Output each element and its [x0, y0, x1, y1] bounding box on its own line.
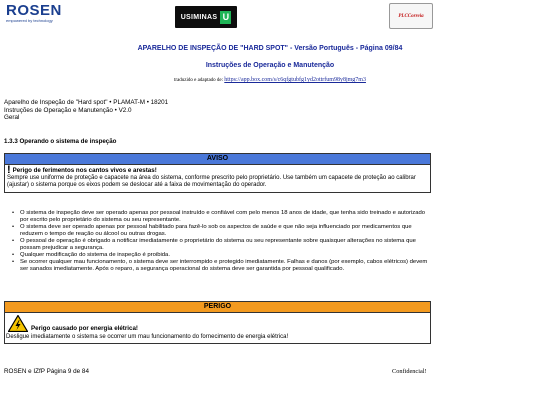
warning-box-header: AVISO — [5, 154, 430, 165]
warning-box — [4, 153, 431, 193]
list-item: • Se ocorrer qualquer mau funcionamento, o sistema deve ser interrompido e protegido imediatamente. Falhas e danos (por exemplo, cabos elétricos) devem ser sanados imediatamente. Após o reparo, a segurança operacional do sistema deve ser garantida por pessoal qualificado. — [12, 259, 432, 273]
warning-text: Sempre use uniforme de proteção e capacete na área do sistema, conforme prescrito pelo proprietário. Use também um capacete de proteção ao calibrar (ajustar) o sistema porque os eixos podem se deslocar até a faixa de movimentação do operador. — [7, 175, 416, 189]
footer-page-info: ROSEN e IZfP Página 9 de 84 — [4, 368, 89, 375]
usiminas-logo — [175, 6, 237, 28]
list-item: • O pessoal de operação é obrigado a notificar imediatamente o proprietário do sistema ou seu representante sobre quaisquer alterações no sistema que possam prejudicar a segurança. — [12, 238, 432, 252]
document-meta — [4, 99, 168, 122]
translation-link[interactable]: https://app.box.com/s/c6qfgtubfg1yd2ottrfum98y8jmg7m3 — [224, 77, 366, 83]
safety-bullet-list — [12, 210, 432, 273]
plc-logo-text: PLCCorreia — [398, 13, 424, 19]
rosen-logo-text: ROSEN — [6, 2, 62, 19]
warning-subtitle: Perigo de ferimentos nos cantos vivos e arestas! — [12, 167, 157, 174]
document-title: APARELHO DE INSPEÇÃO DE "HARD SPOT" - Versão Português - Página 09/84 — [137, 45, 403, 52]
document-subtitle: Instruções de Operação e Manutenção — [205, 62, 335, 69]
footer-confidential: Confidencial! — [392, 368, 427, 375]
danger-box-header: PERIGO — [5, 302, 430, 313]
section-heading: 1.3.3 Operando o sistema de inspeção — [4, 138, 117, 145]
danger-subtitle: Perigo causado por energia elétrica! — [31, 325, 138, 332]
list-item: • Qualquer modificação do sistema de inspeção é proibida. — [12, 252, 432, 259]
plc-logo — [389, 3, 433, 29]
meta-line: Aparelho de Inspeção de "Hard spot" • PLAMAT-M • 18201 — [4, 99, 169, 106]
electric-warning-icon — [8, 315, 28, 332]
exclamation-icon: ! — [7, 164, 11, 176]
meta-line: Geral — [4, 114, 20, 121]
warning-box-body — [5, 165, 430, 192]
danger-box — [4, 301, 431, 344]
rosen-tagline: empowered by technology — [6, 18, 53, 23]
list-item: • O sistema deve ser operado apenas por pessoal habilitado para fazê-lo sob os aspectos de saúde e que não seja influenciado por medicamentos que reduzem o tempo de reação ou álcool ou outras drogas. — [12, 224, 432, 238]
usiminas-logo-text: USIMINAS — [180, 13, 218, 21]
rosen-logo — [6, 4, 76, 26]
translation-note — [0, 77, 540, 83]
usiminas-mark-icon: U — [220, 11, 231, 24]
list-item: • O sistema de inspeção deve ser operado apenas por pessoal instruído e confiável com pelo menos 18 anos de idade, que tenha sido treinado e autorizado por escrito pelo proprietário do sistema ou seu representante. — [12, 210, 432, 224]
danger-box-body — [5, 313, 430, 343]
translation-prefix: traduzido e adaptado de: — [174, 78, 224, 83]
meta-line: Instruções de Operação e Manutenção • V2.0 — [4, 106, 132, 114]
danger-text: Desligue imediatamente o sistema se ocorrer um mau funcionamento do fornecimento de energia elétrica! — [6, 334, 289, 340]
